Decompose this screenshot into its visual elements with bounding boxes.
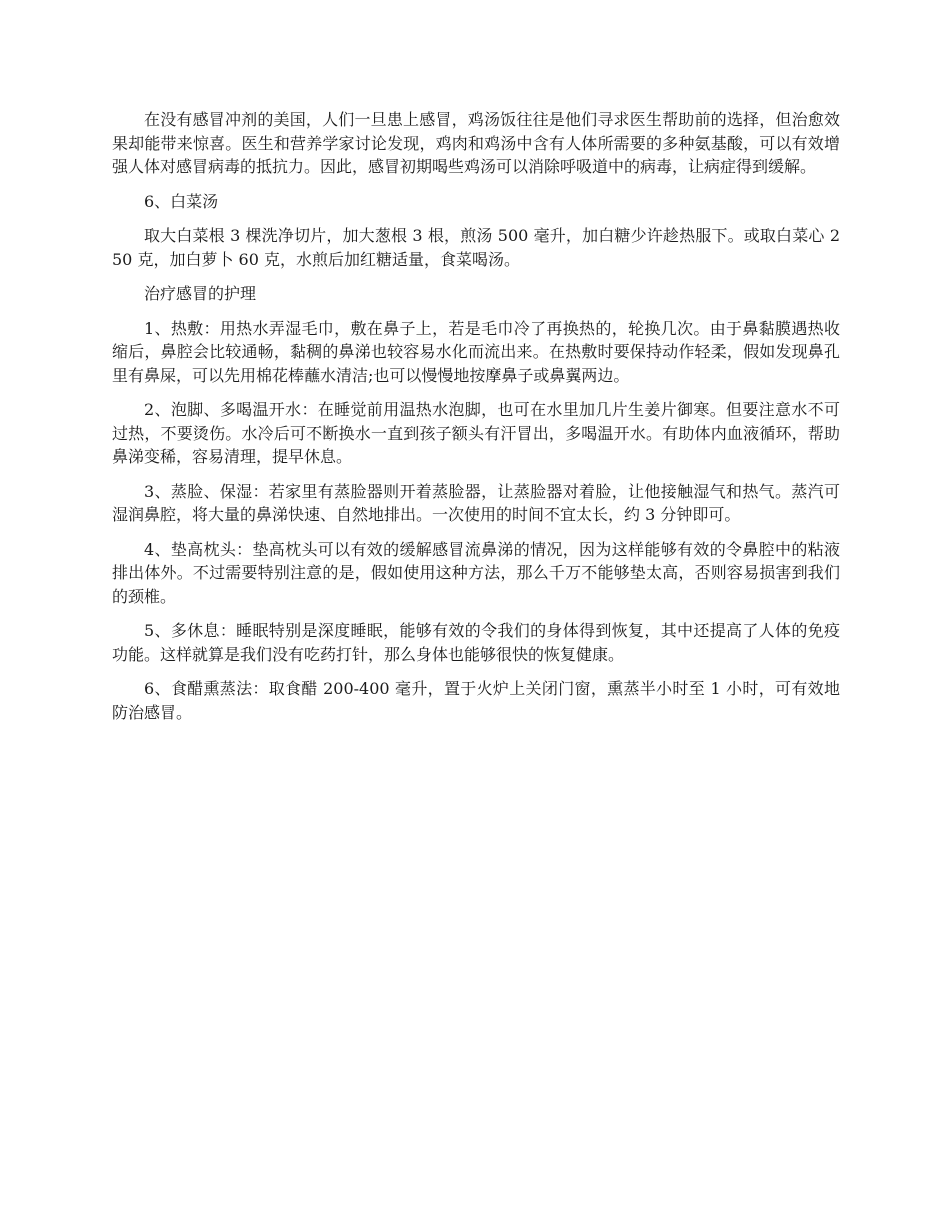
document-page	[112, 108, 840, 735]
paragraph-steam-face: 3、蒸脸、保湿：若家里有蒸脸器则开着蒸脸器，让蒸脸器对着脸，让他接触湿气和热气。蒸汽可湿润鼻腔，将大量的鼻涕快速、自然地排出。一次使用的时间不宜太长，约 3 分钟即可。	[112, 481, 840, 524]
paragraph-vinegar-steam: 6、食醋熏蒸法：取食醋 200-400 毫升，置于火炉上关闭门窗，熏蒸半小时至 1 小时，可有效地防治感冒。	[112, 679, 840, 722]
heading-cold-care: 治疗感冒的护理	[144, 284, 257, 303]
paragraph-foot-soak: 2、泡脚、多喝温开水：在睡觉前用温热水泡脚，也可在水里加几片生姜片御寒。但要注意水不可过热，不要烫伤。水冷后可不断换水一直到孩子额头有汗冒出，多喝温开水。有助体内血液循环，帮助鼻涕变稀，容易清理，提早休息。	[112, 400, 840, 466]
paragraph-raise-pillow: 4、垫高枕头：垫高枕头可以有效的缓解感冒流鼻涕的情况，因为这样能够有效的令鼻腔中的粘液排出体外。不过需要特别注意的是，假如使用这种方法，那么千万不能够垫太高，否则容易损害到我们的颈椎。	[112, 539, 840, 606]
paragraph-chicken-soup: 在没有感冒冲剂的美国，人们一旦患上感冒，鸡汤饭往往是他们寻求医生帮助前的选择，但治愈效果却能带来惊喜。医生和营养学家讨论发现，鸡肉和鸡汤中含有人体所需要的多种氨基酸，可以有效增强人体对感冒病毒的抵抗力。因此，感冒初期喝些鸡汤可以消除呼吸道中的病毒，让病症得到缓解。	[112, 110, 840, 176]
paragraph-rest: 5、多休息：睡眠特别是深度睡眠，能够有效的令我们的身体得到恢复，其中还提高了人体的免疫功能。这样就算是我们没有吃药打针，那么身体也能够很快的恢复健康。	[112, 621, 840, 664]
paragraph-hot-compress: 1、热敷：用热水弄湿毛巾，敷在鼻子上，若是毛巾冷了再换热的，轮换几次。由于鼻黏膜遇热收缩后，鼻腔会比较通畅，黏稠的鼻涕也较容易水化而流出来。在热敷时要保持动作轻柔，假如发现鼻孔里有鼻屎，可以先用棉花棒蘸水清洁;也可以慢慢地按摩鼻子或鼻翼两边。	[112, 318, 840, 385]
paragraph-cabbage-soup: 取大白菜根 3 棵洗净切片，加大葱根 3 根，煎汤 500 毫升，加白糖少许趁热服下。或取白菜心 250 克，加白萝卜 60 克，水煎后加红糖适量，食菜喝汤。	[112, 226, 840, 269]
heading-cabbage-soup: 6、白菜汤	[144, 191, 219, 211]
